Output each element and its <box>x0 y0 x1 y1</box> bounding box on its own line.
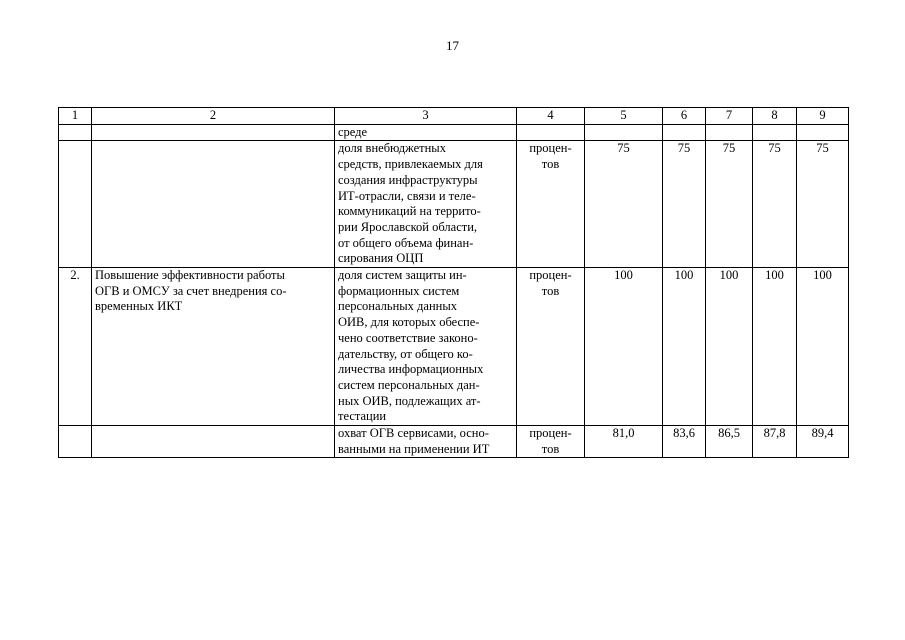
indicator-text-line: тестации <box>338 409 387 424</box>
indicator-text-line: ИТ-отрасли, связи и теле- <box>338 188 476 203</box>
value-cell <box>797 124 849 141</box>
value-cell: 75 <box>753 141 797 268</box>
indicator-text-line: дательству, от общего ко- <box>338 346 473 361</box>
header-cell: 7 <box>706 108 753 125</box>
indicator-text-line: охват ОГВ сервисами, осно- <box>338 426 489 441</box>
row-number-cell <box>59 141 92 268</box>
indicator-text-line: создания инфраструктуры <box>338 172 478 187</box>
header-cell: 4 <box>517 108 585 125</box>
indicator-text-line: личества информационных <box>338 362 484 377</box>
indicator-text-line: доля внебюджетных <box>338 141 446 156</box>
value-cell: 100 <box>706 268 753 426</box>
indicator-text-line: коммуникаций на террито- <box>338 204 481 219</box>
value-cell <box>753 124 797 141</box>
goal-cell <box>92 268 335 426</box>
indicator-text-line: чено соответствие законо- <box>338 330 478 345</box>
value-cell: 75 <box>797 141 849 268</box>
value-cell: 75 <box>706 141 753 268</box>
header-cell: 8 <box>753 108 797 125</box>
row-number-cell: 2. <box>59 268 92 426</box>
table-row <box>59 141 849 268</box>
unit-text-line: процен- <box>529 268 572 283</box>
table-body <box>59 108 849 458</box>
value-cell: 100 <box>663 268 706 426</box>
value-cell: 89,4 <box>797 426 849 458</box>
indicator-text-line: ванными на применении ИТ <box>338 441 490 456</box>
unit-cell <box>517 426 585 458</box>
indicator-text-line: рии Ярославской области, <box>338 219 478 234</box>
goal-cell <box>92 426 335 458</box>
indicator-text-line: доля систем защиты ин- <box>338 268 467 283</box>
unit-text-line: тов <box>541 157 560 172</box>
value-cell: 81,0 <box>585 426 663 458</box>
indicator-text-line: систем персональных дан- <box>338 377 480 392</box>
indicator-text-line: сирования ОЦП <box>338 251 424 266</box>
value-cell <box>663 124 706 141</box>
value-cell: 100 <box>585 268 663 426</box>
row-number-cell <box>59 426 92 458</box>
goal-text-line: ОГВ и ОМСУ за счет внедрения со- <box>95 283 287 298</box>
indicator-text-line: от общего объема финан- <box>338 235 474 250</box>
value-cell: 100 <box>797 268 849 426</box>
value-cell: 87,8 <box>753 426 797 458</box>
value-cell: 75 <box>585 141 663 268</box>
value-cell <box>706 124 753 141</box>
unit-cell <box>517 124 585 141</box>
table-row <box>59 268 849 426</box>
indicator-cell <box>335 141 517 268</box>
indicator-table <box>58 107 849 458</box>
unit-cell <box>517 141 585 268</box>
indicator-text-line: средств, привлекаемых для <box>338 157 483 172</box>
indicator-cell <box>335 268 517 426</box>
goal-cell <box>92 124 335 141</box>
page-number: 17 <box>446 38 459 53</box>
indicator-text-line: ОИВ, для которых обеспе- <box>338 315 480 330</box>
header-cell: 3 <box>335 108 517 125</box>
table-row <box>59 124 849 141</box>
indicator-cell <box>335 124 517 141</box>
unit-text-line: тов <box>541 441 560 456</box>
table-row <box>59 426 849 458</box>
indicator-text-line: формационных систем <box>338 283 460 298</box>
header-cell: 2 <box>92 108 335 125</box>
indicator-text-line: среде <box>338 124 368 139</box>
goal-cell <box>92 141 335 268</box>
header-row <box>59 108 849 125</box>
value-cell: 100 <box>753 268 797 426</box>
indicator-cell <box>335 426 517 458</box>
unit-text-line: процен- <box>529 426 572 441</box>
value-cell: 86,5 <box>706 426 753 458</box>
header-cell: 9 <box>797 108 849 125</box>
indicator-text-line: ных ОИВ, подлежащих ат- <box>338 393 481 408</box>
goal-text-line: временных ИКТ <box>95 299 183 314</box>
value-cell <box>585 124 663 141</box>
indicator-text-line: персональных данных <box>338 299 457 314</box>
goal-text-line: Повышение эффективности работы <box>95 268 285 283</box>
unit-text-line: тов <box>541 283 560 298</box>
header-cell: 1 <box>59 108 92 125</box>
header-cell: 5 <box>585 108 663 125</box>
value-cell: 83,6 <box>663 426 706 458</box>
value-cell: 75 <box>663 141 706 268</box>
unit-cell <box>517 268 585 426</box>
row-number-cell <box>59 124 92 141</box>
header-cell: 6 <box>663 108 706 125</box>
unit-text-line: процен- <box>529 141 572 156</box>
